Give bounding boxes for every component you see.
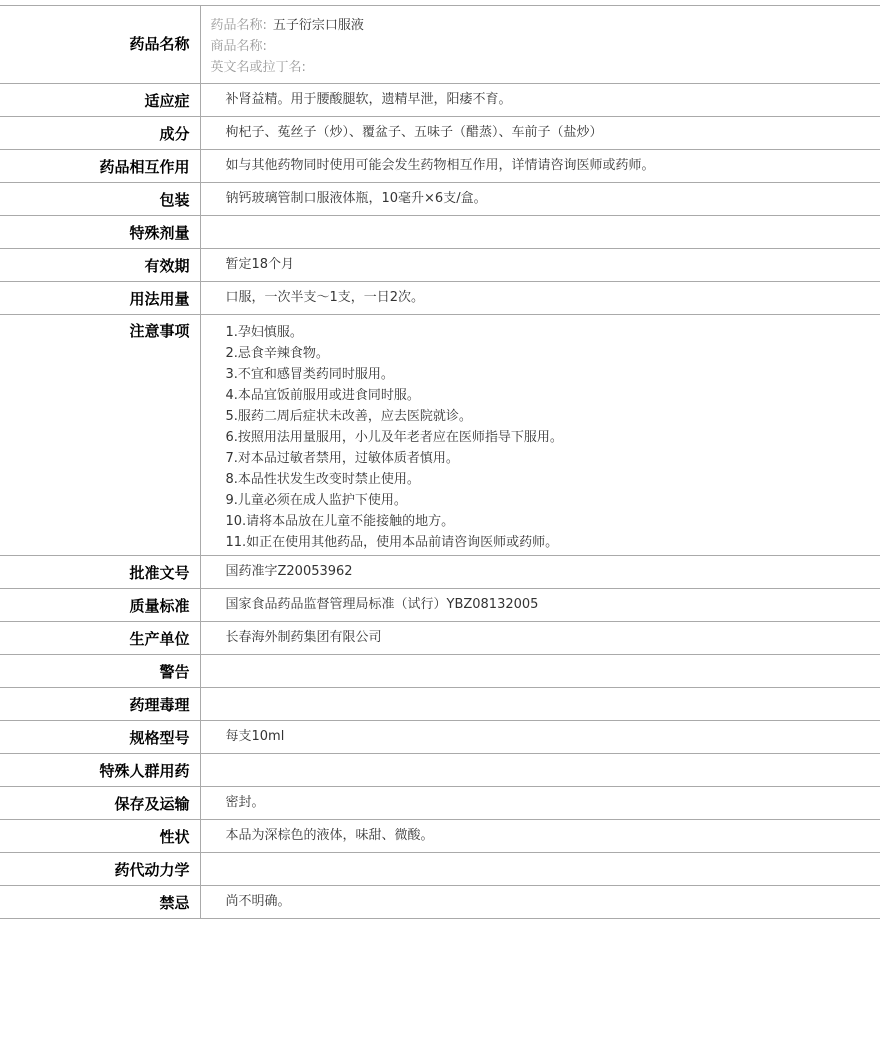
label-cell bbox=[0, 150, 200, 183]
warning-label: 警告 bbox=[0, 655, 190, 682]
row-special-population bbox=[0, 754, 880, 787]
generic-name-line bbox=[211, 15, 880, 36]
value-cell bbox=[200, 315, 880, 556]
label-cell bbox=[0, 282, 200, 315]
drug-name-label: 药品名称 bbox=[0, 6, 190, 55]
value-cell bbox=[200, 249, 880, 282]
pharmacokinetics-value bbox=[226, 853, 880, 860]
value-cell bbox=[200, 853, 880, 886]
value-cell bbox=[200, 655, 880, 688]
english-name-key: 英文名或拉丁名: bbox=[211, 60, 306, 75]
precautions-list bbox=[226, 315, 880, 553]
contraindications-label: 禁忌 bbox=[0, 886, 190, 913]
value-cell bbox=[200, 282, 880, 315]
precaution-item: 5.服药二周后症状未改善，应去医院就诊。 bbox=[226, 406, 880, 427]
row-approval-number bbox=[0, 556, 880, 589]
value-cell bbox=[200, 787, 880, 820]
pharmacokinetics-label: 药代动力学 bbox=[0, 853, 190, 880]
special-population-value bbox=[226, 754, 880, 761]
value-cell bbox=[200, 84, 880, 117]
row-quality-standard bbox=[0, 589, 880, 622]
precaution-item: 1.孕妇慎服。 bbox=[226, 322, 880, 343]
precaution-item: 10.请将本品放在儿童不能接触的地方。 bbox=[226, 511, 880, 532]
label-cell bbox=[0, 183, 200, 216]
usage-value: 口服，一次半支～1支，一日2次。 bbox=[226, 282, 880, 307]
precaution-item: 7.对本品过敏者禁用，过敏体质者慎用。 bbox=[226, 448, 880, 469]
row-ingredients bbox=[0, 117, 880, 150]
row-shelf-life bbox=[0, 249, 880, 282]
precautions-label: 注意事项 bbox=[0, 315, 190, 341]
row-contraindications bbox=[0, 886, 880, 919]
manufacturer-label: 生产单位 bbox=[0, 622, 190, 649]
label-cell bbox=[0, 787, 200, 820]
precaution-item: 9.儿童必须在成人监护下使用。 bbox=[226, 490, 880, 511]
trade-name-line bbox=[211, 36, 880, 57]
drug-name-block bbox=[211, 6, 880, 78]
label-cell bbox=[0, 688, 200, 721]
row-storage bbox=[0, 787, 880, 820]
row-warning bbox=[0, 655, 880, 688]
value-cell bbox=[200, 589, 880, 622]
usage-label: 用法用量 bbox=[0, 282, 190, 309]
pharmacology-value bbox=[226, 688, 880, 695]
row-usage bbox=[0, 282, 880, 315]
row-drug-name bbox=[0, 6, 880, 84]
row-appearance bbox=[0, 820, 880, 853]
warning-value bbox=[226, 655, 880, 662]
value-cell bbox=[200, 622, 880, 655]
interactions-label: 药品相互作用 bbox=[0, 150, 190, 177]
row-precautions bbox=[0, 315, 880, 556]
label-cell bbox=[0, 249, 200, 282]
row-indications bbox=[0, 84, 880, 117]
value-cell bbox=[200, 183, 880, 216]
special-dosage-value bbox=[226, 216, 880, 223]
value-cell bbox=[200, 216, 880, 249]
value-cell bbox=[200, 688, 880, 721]
quality-standard-value: 国家食品药品监督管理局标准（试行）YBZ08132005 bbox=[226, 589, 880, 614]
specification-label: 规格型号 bbox=[0, 721, 190, 748]
value-cell bbox=[200, 754, 880, 787]
row-specification bbox=[0, 721, 880, 754]
precaution-item: 4.本品宜饭前服用或进食同时服。 bbox=[226, 385, 880, 406]
special-population-label: 特殊人群用药 bbox=[0, 754, 190, 781]
approval-number-value: 国药准字Z20053962 bbox=[226, 556, 880, 581]
precaution-item: 2.忌食辛辣食物。 bbox=[226, 343, 880, 364]
trade-name-key: 商品名称: bbox=[211, 39, 267, 54]
label-cell bbox=[0, 556, 200, 589]
row-special-dosage bbox=[0, 216, 880, 249]
shelf-life-label: 有效期 bbox=[0, 249, 190, 276]
packaging-label: 包装 bbox=[0, 183, 190, 210]
specification-value: 每支10ml bbox=[226, 721, 880, 746]
storage-label: 保存及运输 bbox=[0, 787, 190, 814]
special-dosage-label: 特殊剂量 bbox=[0, 216, 190, 243]
label-cell bbox=[0, 216, 200, 249]
packaging-value: 钠钙玻璃管制口服液体瓶，10毫升×6支/盒。 bbox=[226, 183, 880, 208]
precaution-item: 8.本品性状发生改变时禁止使用。 bbox=[226, 469, 880, 490]
row-manufacturer bbox=[0, 622, 880, 655]
row-pharmacology bbox=[0, 688, 880, 721]
appearance-value: 本品为深棕色的液体，味甜、微酸。 bbox=[226, 820, 880, 845]
label-cell bbox=[0, 117, 200, 150]
value-cell bbox=[200, 721, 880, 754]
value-cell bbox=[200, 886, 880, 919]
label-cell bbox=[0, 315, 200, 556]
shelf-life-value: 暂定18个月 bbox=[226, 249, 880, 274]
label-cell bbox=[0, 853, 200, 886]
storage-value: 密封。 bbox=[226, 787, 880, 812]
value-cell bbox=[200, 556, 880, 589]
label-cell bbox=[0, 886, 200, 919]
label-cell bbox=[0, 820, 200, 853]
value-cell bbox=[200, 117, 880, 150]
label-cell bbox=[0, 84, 200, 117]
label-cell bbox=[0, 754, 200, 787]
value-cell bbox=[200, 820, 880, 853]
indications-value: 补肾益精。用于腰酸腿软，遗精早泄，阳痿不育。 bbox=[226, 84, 880, 109]
pharmacology-label: 药理毒理 bbox=[0, 688, 190, 715]
drug-info-table bbox=[0, 5, 880, 919]
contraindications-value: 尚不明确。 bbox=[226, 886, 880, 911]
label-cell bbox=[0, 6, 200, 84]
row-pharmacokinetics bbox=[0, 853, 880, 886]
label-cell bbox=[0, 721, 200, 754]
label-cell bbox=[0, 655, 200, 688]
value-cell bbox=[200, 150, 880, 183]
quality-standard-label: 质量标准 bbox=[0, 589, 190, 616]
indications-label: 适应症 bbox=[0, 84, 190, 111]
ingredients-label: 成分 bbox=[0, 117, 190, 144]
interactions-value: 如与其他药物同时使用可能会发生药物相互作用，详情请咨询医师或药师。 bbox=[226, 150, 880, 175]
manufacturer-value: 长春海外制药集团有限公司 bbox=[226, 622, 880, 647]
row-interactions bbox=[0, 150, 880, 183]
label-cell bbox=[0, 622, 200, 655]
precaution-item: 11.如正在使用其他药品，使用本品前请咨询医师或药师。 bbox=[226, 532, 880, 553]
value-cell bbox=[200, 6, 880, 84]
appearance-label: 性状 bbox=[0, 820, 190, 847]
approval-number-label: 批准文号 bbox=[0, 556, 190, 583]
row-packaging bbox=[0, 183, 880, 216]
generic-name-value: 五子衍宗口服液 bbox=[273, 18, 364, 33]
ingredients-value: 枸杞子、菟丝子（炒）、覆盆子、五味子（醋蒸）、车前子（盐炒） bbox=[226, 117, 880, 142]
english-name-line bbox=[211, 57, 880, 78]
label-cell bbox=[0, 589, 200, 622]
precaution-item: 6.按照用法用量服用，小儿及年老者应在医师指导下服用。 bbox=[226, 427, 880, 448]
precaution-item: 3.不宜和感冒类药同时服用。 bbox=[226, 364, 880, 385]
generic-name-key: 药品名称: bbox=[211, 18, 267, 33]
